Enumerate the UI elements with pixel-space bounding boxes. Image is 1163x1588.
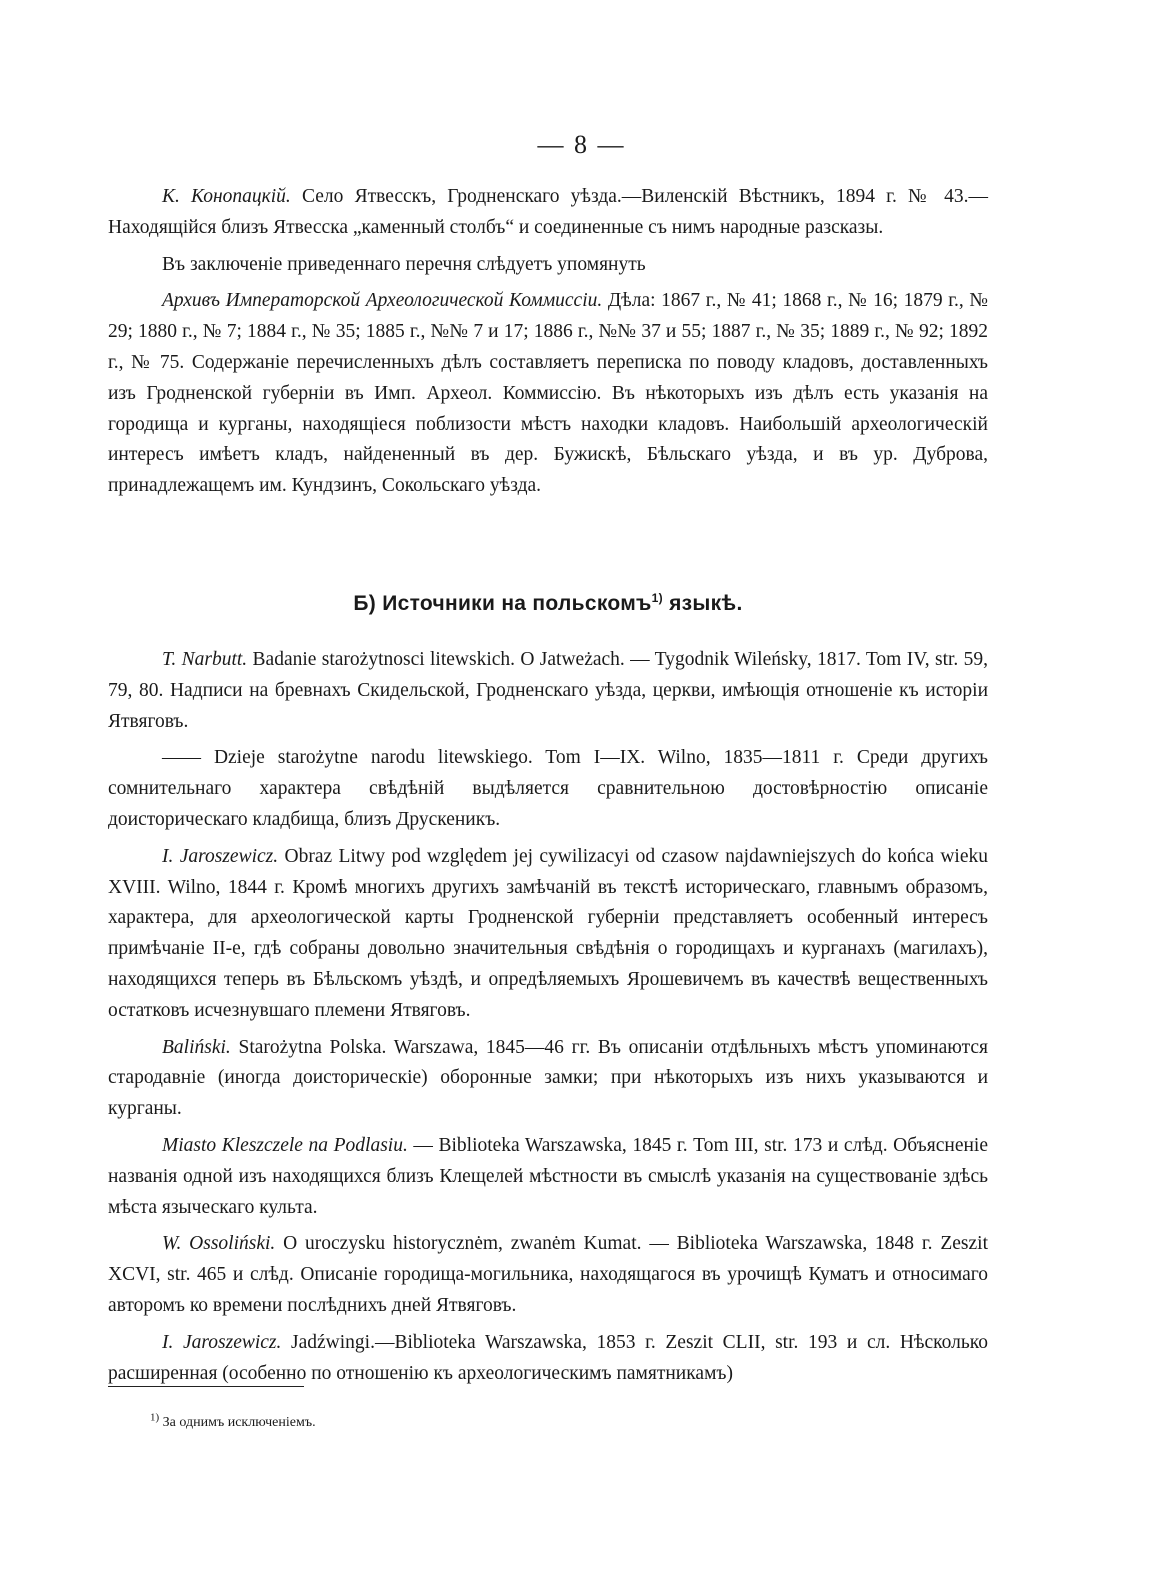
- entry-author: W. Ossoliński.: [162, 1233, 276, 1255]
- bibliography-entry: [108, 1131, 988, 1223]
- entry-text: Dzieje starożytne narodu litewskiego. Tom I—IX. Wilno, 1835—1811 г. Среди другихъ сомнительнаго характера свѣдѣній выдѣляется сравнительною достовѣрностію описаніе доисторическаго кладбища, близъ Друскеникъ.: [108, 747, 988, 830]
- footnote-text: За однимъ исключеніемъ.: [159, 1415, 316, 1430]
- bibliography-entry: [108, 286, 988, 502]
- entry-author: Baliński.: [162, 1036, 231, 1058]
- entry-text: O uroczysku historycznėm, zwanėm Kumat. — Biblioteka Warszawska, 1848 г. Zeszit XCVI, str. 465 и слѣд. Описаніе городища-могильника, находящагося въ урочищѣ Куматъ и относимаго авторомъ ко времени послѣднихъ дней Ятвяговъ.: [108, 1233, 989, 1316]
- footnote-ref: 1): [651, 591, 663, 605]
- entry-author: I. Jaroszewicz.: [162, 1331, 282, 1353]
- section-a-tail: [108, 182, 988, 508]
- bibliography-entry: [108, 182, 988, 244]
- entry-author: ——: [162, 747, 201, 769]
- entry-text: Obraz Litwy pod względem jej cywilizacyi od czasow najdawniejszych do końca wieku XVIII. Wilno, 1844 г. Кромѣ многихъ другихъ замѣчаній въ текстѣ историческаго, главнымъ образомъ, характера, для археологической карты Гродненской губерніи представляетъ особенный интересъ примѣчаніе II-е, гдѣ собраны довольно значительныя свѣдѣнія о городищахъ и курганахъ (магилахъ), находящихся теперь въ Бѣльскомъ уѣздѣ, и опредѣляемыхъ Ярошевичемъ въ качествѣ вещественныхъ остатковъ исчезнувшаго племени Ятвяговъ.: [108, 845, 989, 1021]
- entry-text: Село Ятвесскъ, Гродненскаго уѣзда.—Виленскій Вѣстникъ, 1894 г. № 43.—Находящійся близъ Ятвесска „каменный столбъ“ и соединенные съ нимъ народные разсказы.: [108, 186, 988, 238]
- entry-author: Архивъ Императорской Археологической Коммиссіи.: [162, 290, 603, 312]
- entry-author: Miasto Kleszczele na Podlasiu.: [162, 1134, 408, 1156]
- entry-author: T. Narbutt.: [162, 649, 248, 670]
- page-number: — 8 —: [537, 130, 626, 159]
- bibliography-entry: [108, 1229, 988, 1321]
- entry-text: — Biblioteka Warszawska, 1845 г. Tom III, str. 173 и слѣд. Объясненіе названія одной изъ находящихся близъ Клещелей мѣстности въ смыслѣ указанія на существованіе здѣсь мѣста языческаго культа.: [108, 1134, 988, 1218]
- intro-sentence: Въ заключеніе приведеннаго перечня слѣдуетъ упомянуть: [162, 253, 646, 275]
- entry-author: I. Jaroszewicz.: [162, 845, 279, 867]
- footnote: [150, 1411, 316, 1431]
- section-b-heading-block: [108, 592, 988, 616]
- section-heading: Б) Источники на польскомъ$^{1)}$ языкѣ.: [353, 591, 743, 615]
- footnote-marker: 1): [150, 1411, 160, 1424]
- bibliography-entry: [108, 645, 988, 737]
- bibliography-entry: [108, 1033, 988, 1125]
- bibliography-entry: [108, 1328, 988, 1390]
- entry-text: Starożytna Polska. Warszawa, 1845—46 гг. Въ описаніи отдѣльныхъ мѣстъ упоминаются стародавніе (иногда доисторическіе) оборонные замки; при нѣкоторыхъ изъ нихъ указываются и курганы.: [108, 1036, 988, 1120]
- entry-text: Badanie starożytnosci litewskich. O Jatweżach. — Tygodnik Wileńsky, 1817. Tom IV, str. 59, 79, 80. Надписи на бревнахъ Скидельской, Гродненскаго уѣзда, церкви, имѣющія отношеніе къ исторіи Ятвяговъ.: [108, 649, 989, 732]
- footnote-divider: [108, 1386, 304, 1387]
- section-b-entries: [108, 645, 988, 1395]
- bibliography-entry: [108, 743, 988, 835]
- entry-author: К. Конопацкій.: [162, 186, 291, 207]
- bibliography-entry: [108, 842, 988, 1027]
- entry-text: Дѣла: 1867 г., № 41; 1868 г., № 16; 1879 г., № 29; 1880 г., № 7; 1884 г., № 35; 1885 г., №№ 7 и 17; 1886 г., №№ 37 и 55; 1887 г., № 35; 1889 г., № 92; 1892 г., № 75. Содержаніе перечисленныхъ дѣлъ составляетъ переписка по поводу кладовъ, доставленныхъ изъ Гродненской губерніи въ Имп. Археол. Коммиссію. Въ нѣкоторыхъ изъ дѣлъ есть указанія на городища и курганы, находящіеся поблизости мѣстъ находки кладовъ. Наибольшій археологическій интересъ имѣетъ кладъ, найдененный въ дер. Бужискѣ, Бѣльскаго уѣзда, и въ ур. Дуброва, принадлежащемъ им. Кундзинъ, Сокольскаго уѣзда.: [108, 290, 988, 497]
- entry-text: Jadźwingi.—Biblioteka Warszawska, 1853 г. Zeszit CLII, str. 193 и сл. Нѣсколько расширенная (особенно по отношенію къ археологическимъ памятникамъ): [108, 1331, 988, 1384]
